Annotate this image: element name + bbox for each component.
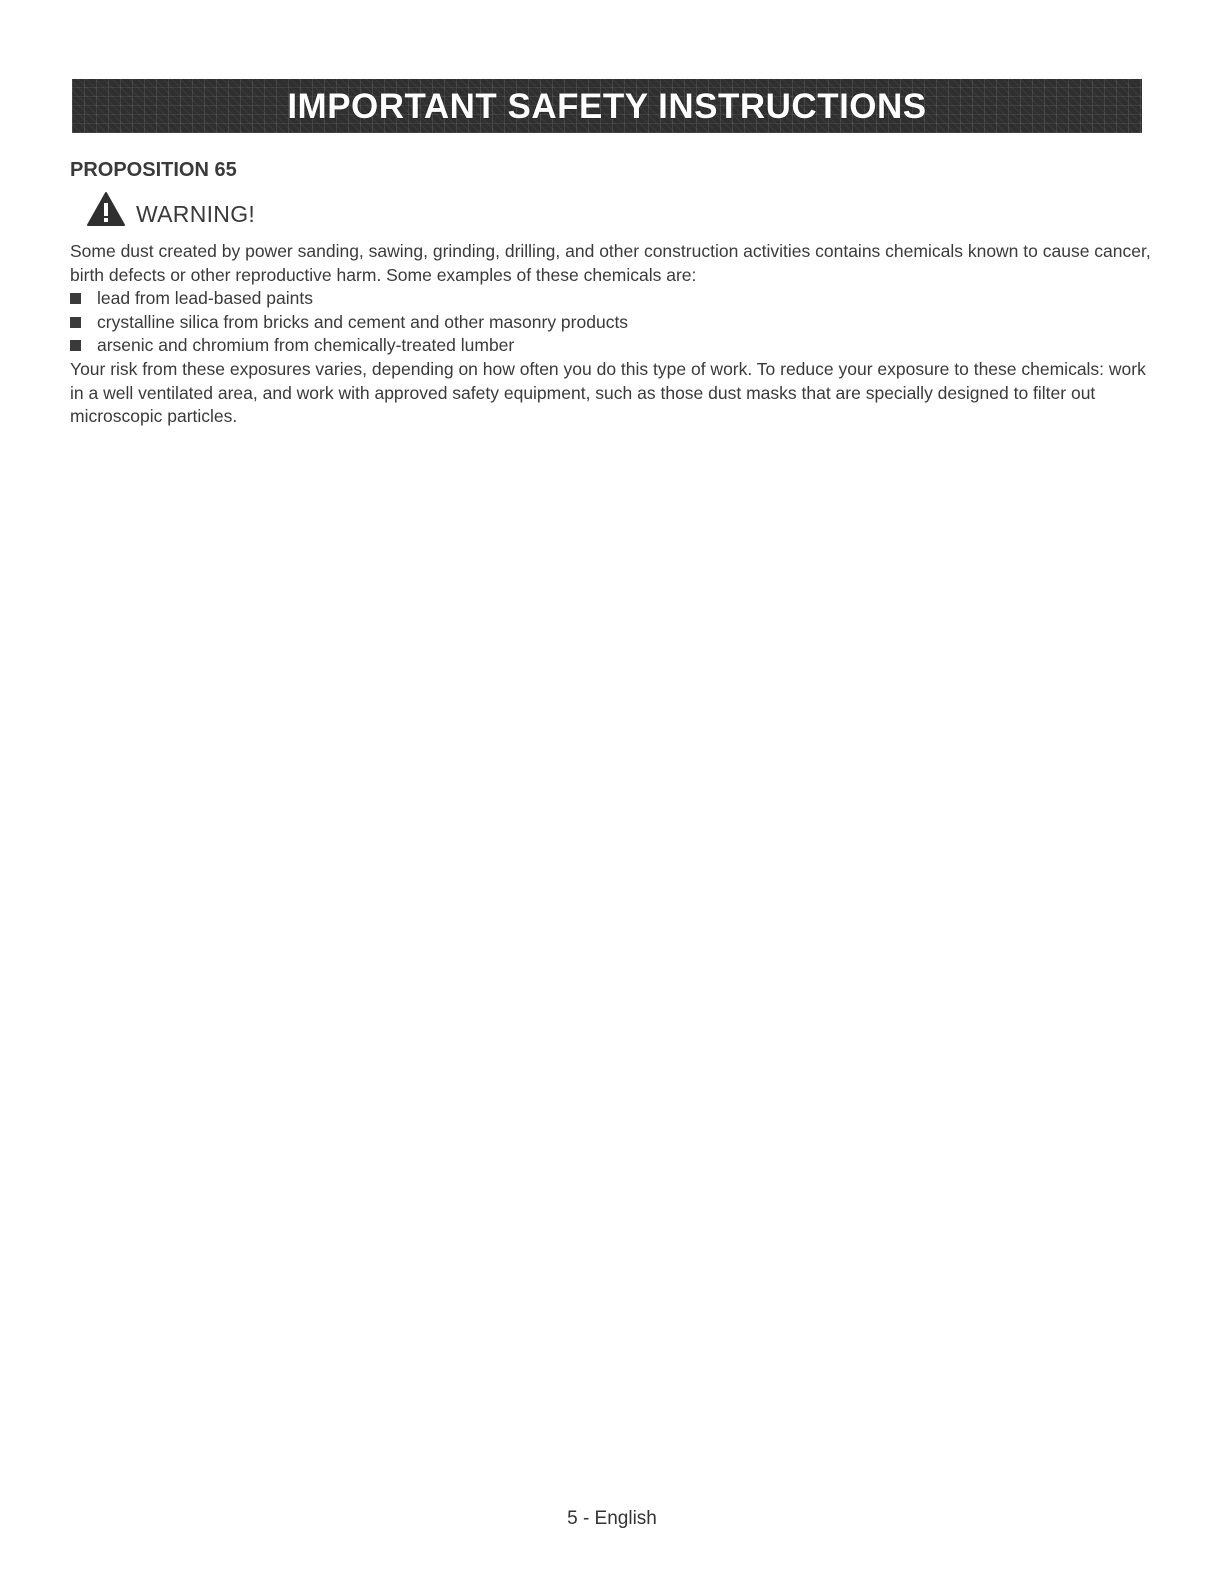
intro-paragraph: Some dust created by power sanding, sawing, grinding, drilling, and other construction activities contains chemicals known to cause cancer, birth defects or other reproductive harm. Some examples of these chemicals are: bbox=[70, 241, 1151, 285]
outro-paragraph: Your risk from these exposures varies, depending on how often you do this type of work. To reduce your exposure to these chemicals: work in a well ventilated area, and work with approved safety equipment, such as those dust masks that are specially designed to filter out microscopic particles. bbox=[70, 359, 1146, 426]
page-title: IMPORTANT SAFETY INSTRUCTIONS bbox=[287, 86, 927, 126]
bullet-square-icon bbox=[70, 293, 81, 304]
warning-triangle-icon bbox=[86, 191, 126, 227]
list-item-text: crystalline silica from bricks and cement and other masonry products bbox=[97, 311, 629, 332]
warning-label: WARNING! bbox=[136, 201, 256, 227]
list-item bbox=[70, 287, 628, 311]
warning-row bbox=[86, 188, 255, 230]
list-item bbox=[70, 334, 628, 358]
chemical-list bbox=[70, 287, 628, 358]
list-item bbox=[70, 311, 628, 335]
header-banner bbox=[72, 79, 1142, 133]
list-item-text: lead from lead-based paints bbox=[97, 288, 313, 308]
bullet-square-icon bbox=[70, 317, 81, 328]
bullet-square-icon bbox=[70, 340, 81, 351]
section-heading: PROPOSITION 65 bbox=[70, 159, 237, 181]
page-number: 5 - English bbox=[567, 1508, 657, 1529]
list-item-text: arsenic and chromium from chemically-treated lumber bbox=[97, 335, 515, 355]
